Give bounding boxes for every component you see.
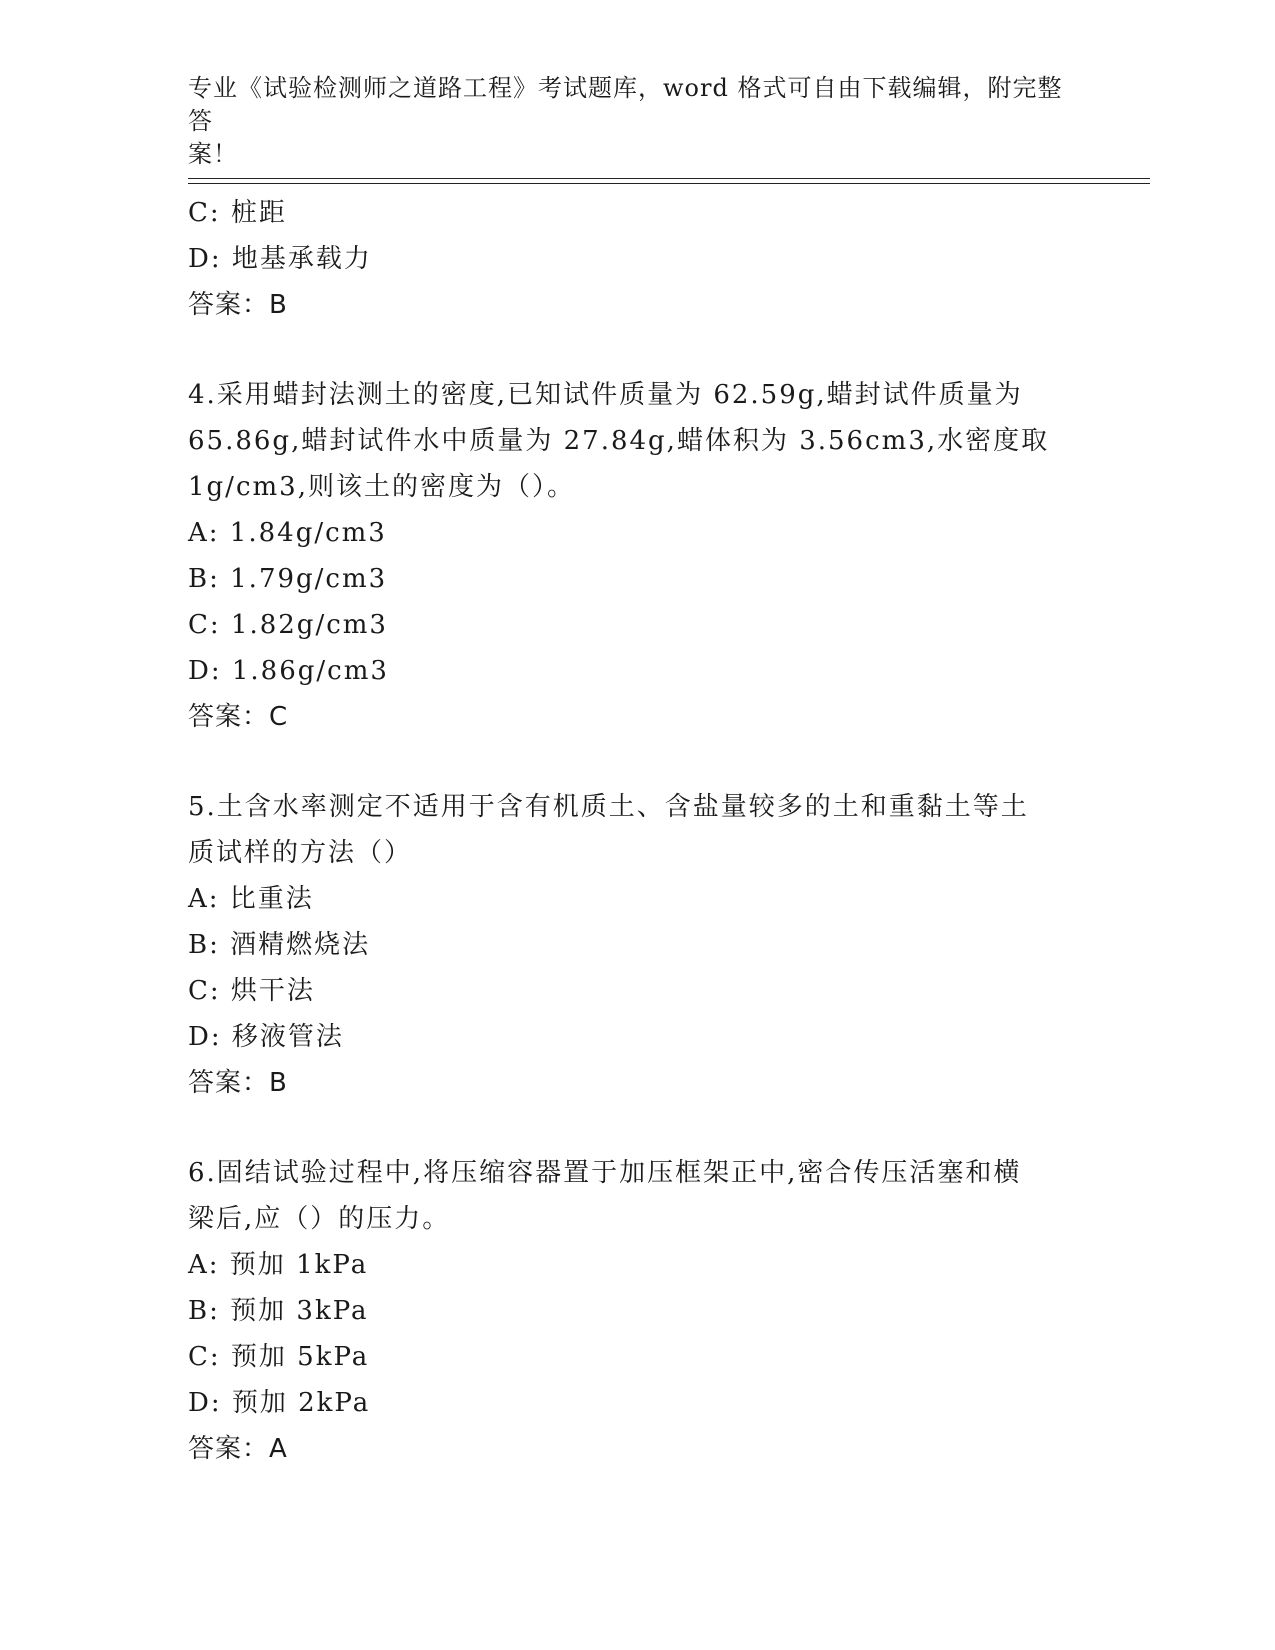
option-b: B: 1.79g/cm3: [188, 564, 388, 594]
option-c: C: 桩距: [188, 198, 287, 228]
option-a: A: 比重法: [188, 884, 314, 914]
option-c: C: 预加 5kPa: [188, 1342, 370, 1372]
question-stem-line: 6.固结试验过程中,将压缩容器置于加压框架正中,密合传压活塞和横: [188, 1158, 1022, 1188]
header-line-2: 案！: [188, 140, 238, 168]
option-b: B: 预加 3kPa: [188, 1296, 369, 1326]
spacer: [188, 740, 1088, 784]
answer-line: 答案：B: [188, 1068, 288, 1098]
question-5: [188, 784, 1088, 1106]
question-stem-line: 1g/cm3,则该土的密度为（）。: [188, 472, 575, 502]
answer-line: 答案：A: [188, 1434, 288, 1464]
question-4: [188, 372, 1088, 740]
option-d: D: 地基承载力: [188, 244, 372, 274]
option-d: D: 预加 2kPa: [188, 1388, 371, 1418]
spacer: [188, 328, 1088, 372]
option-a: A: 1.84g/cm3: [188, 518, 387, 548]
question-stem-line: 质试样的方法（）: [188, 838, 413, 868]
header-line-1: 专业《试验检测师之道路工程》考试题库，word 格式可自由下载编辑，附完整答: [188, 74, 1063, 135]
option-b: B: 酒精燃烧法: [188, 930, 371, 960]
question-stem-line: 5.土含水率测定不适用于含有机质土、含盐量较多的土和重黏土等土: [188, 792, 1029, 822]
question-content: [188, 190, 1088, 1472]
answer-line: 答案：C: [188, 702, 289, 732]
question-6: [188, 1150, 1088, 1472]
option-c: C: 1.82g/cm3: [188, 610, 388, 640]
question-stem-line: 4.采用蜡封法测土的密度,已知试件质量为 62.59g,蜡封试件质量为: [188, 380, 1023, 410]
option-d: D: 移液管法: [188, 1022, 344, 1052]
spacer: [188, 1106, 1088, 1150]
question-stem-line: 65.86g,蜡封试件水中质量为 27.84g,蜡体积为 3.56cm3,水密度取: [188, 426, 1050, 456]
previous-question-fragment: [188, 190, 1088, 328]
question-stem-line: 梁后,应（）的压力。: [188, 1204, 451, 1234]
option-a: A: 预加 1kPa: [188, 1250, 369, 1280]
option-c: C: 烘干法: [188, 976, 315, 1006]
header-divider-top: [188, 178, 1150, 179]
answer-line: 答案：B: [188, 290, 288, 320]
option-d: D: 1.86g/cm3: [188, 656, 389, 686]
document-header: [188, 72, 1068, 171]
header-divider-bottom: [188, 183, 1150, 184]
